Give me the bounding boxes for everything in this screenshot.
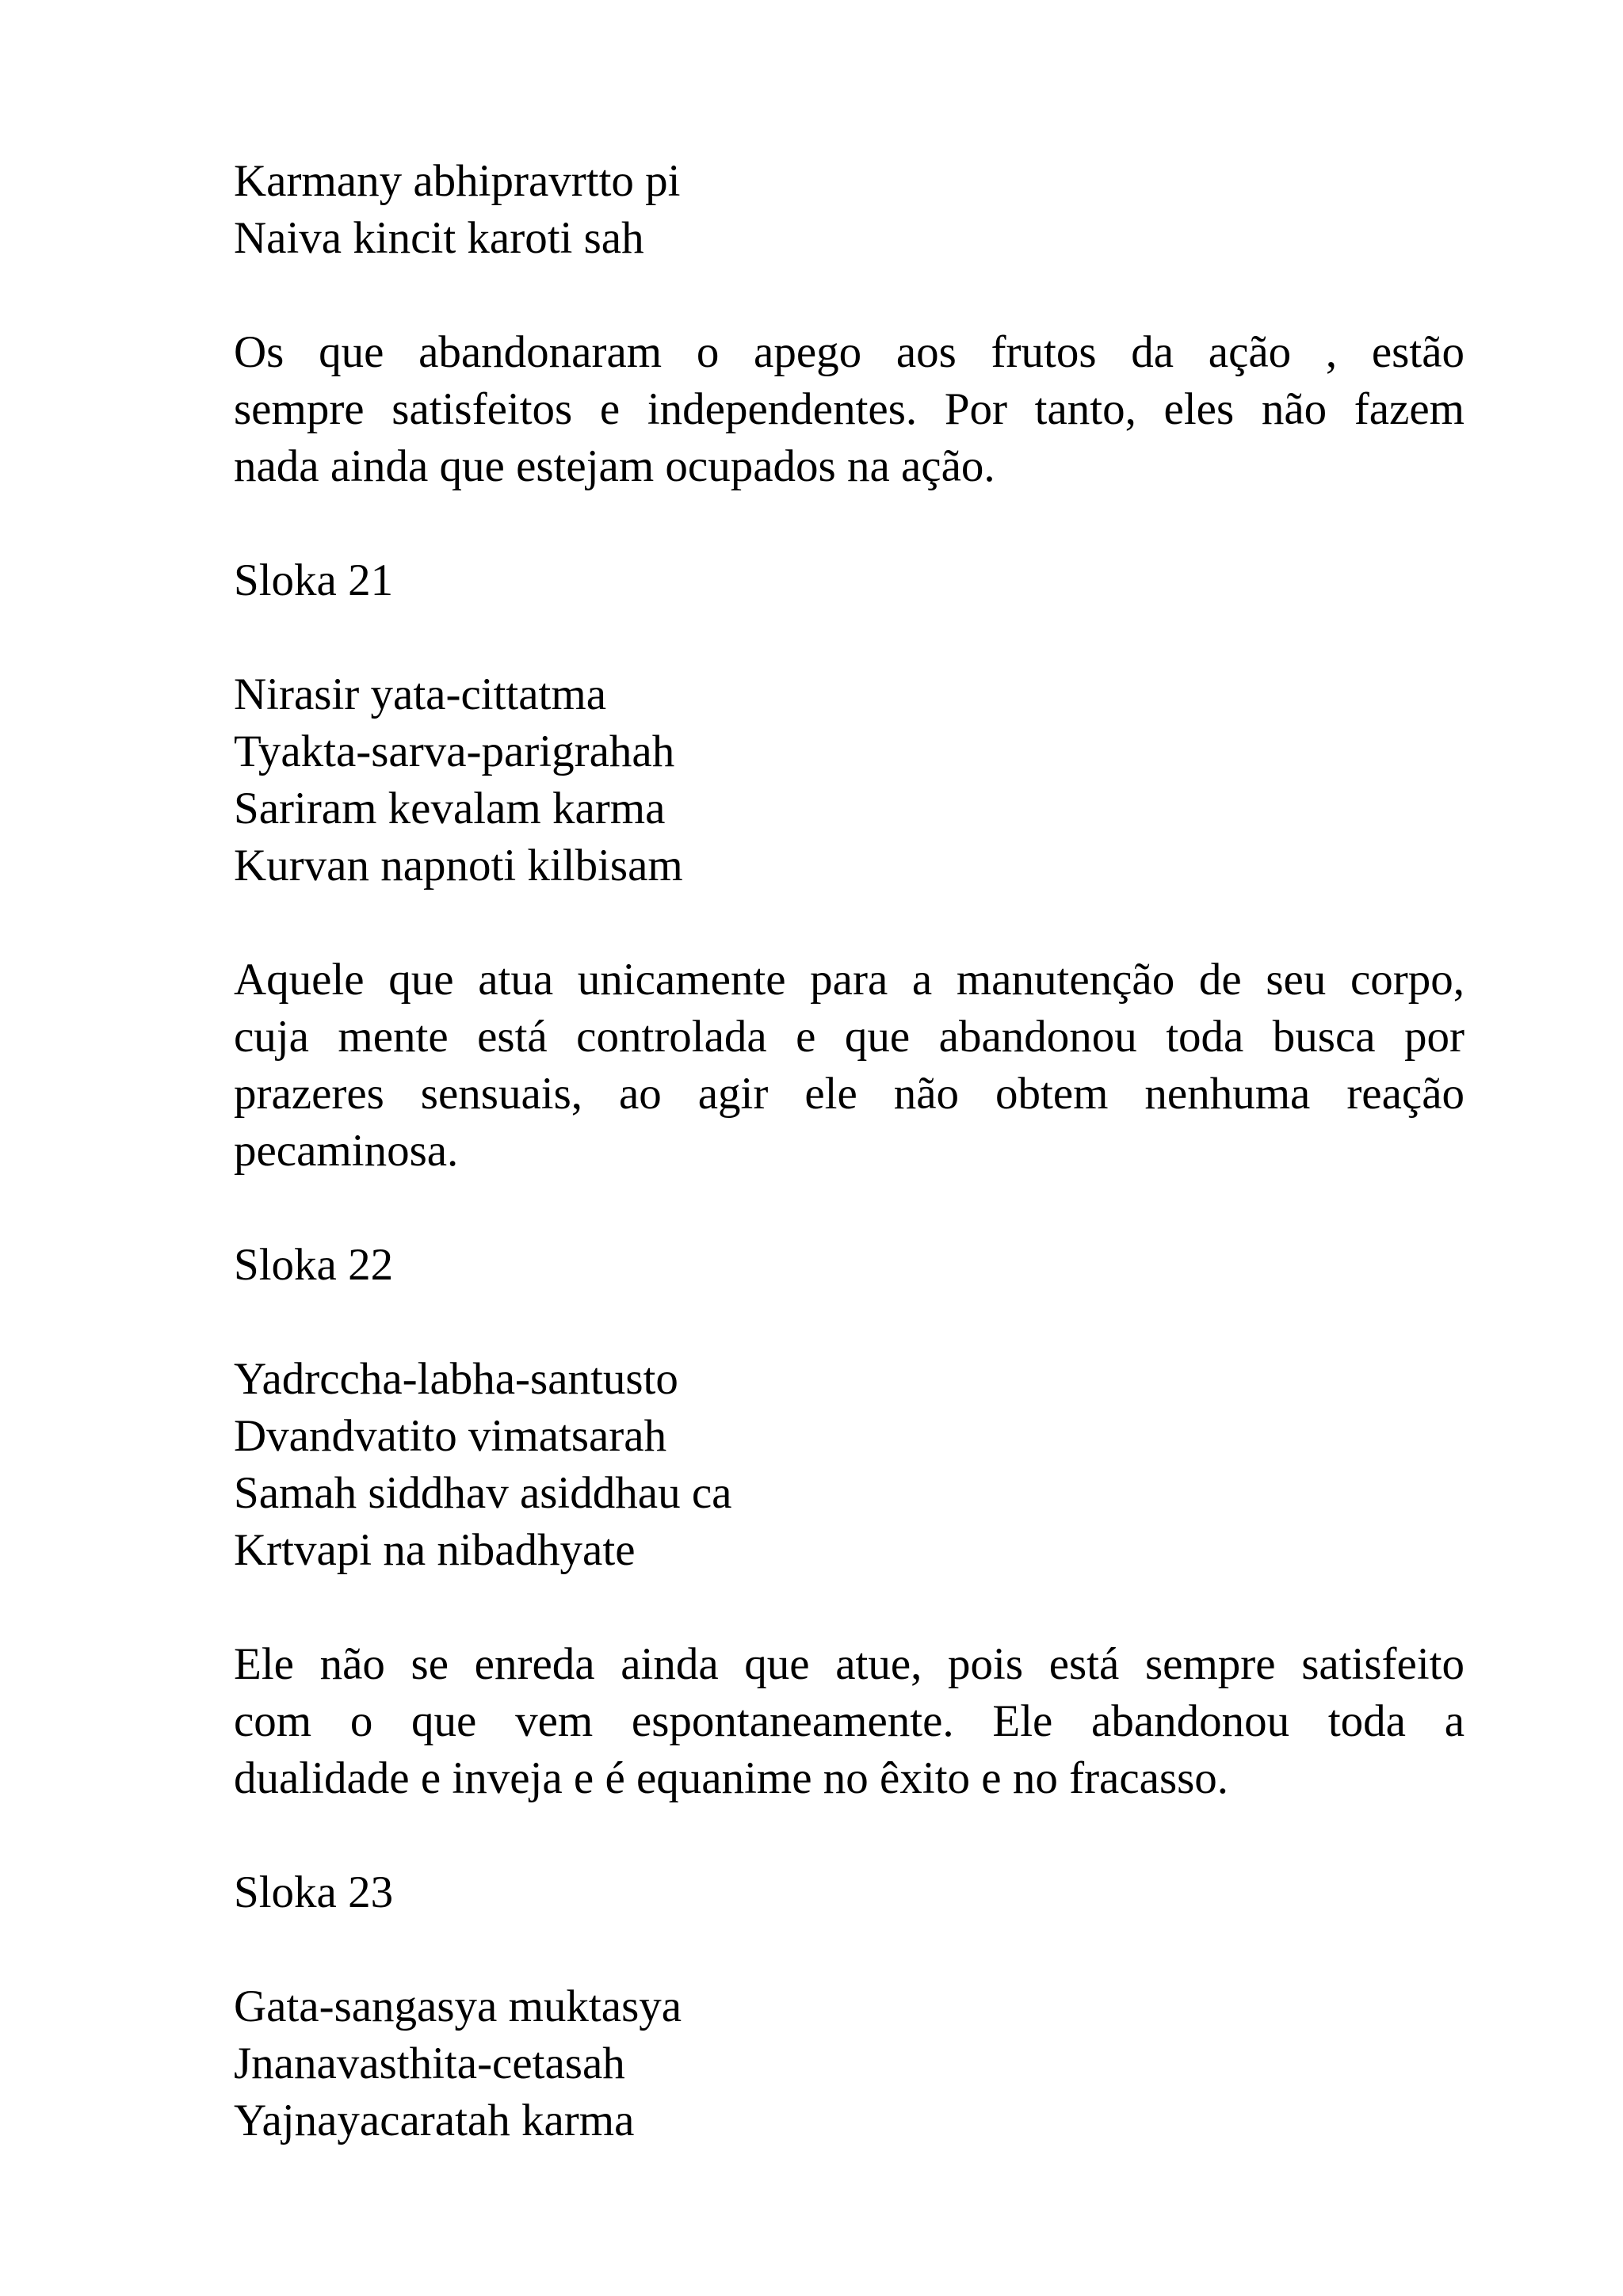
verse-line: Krtvapi na nibadhyate bbox=[234, 1525, 636, 1575]
spacer bbox=[234, 495, 1465, 552]
spacer bbox=[234, 1921, 1465, 1978]
verse-line: Tyakta-sarva-parigrahah bbox=[234, 727, 675, 776]
verse-line: Sariram kevalam karma bbox=[234, 784, 666, 833]
verse-20-tail bbox=[234, 153, 1465, 267]
spacer bbox=[234, 1180, 1465, 1237]
spacer bbox=[234, 1294, 1465, 1351]
verse-line: Jnanavasthita-cetasah bbox=[234, 2039, 625, 2088]
translation-line: pecaminosa. bbox=[234, 1126, 459, 1176]
translation-20 bbox=[234, 324, 1465, 495]
spacer bbox=[234, 267, 1465, 324]
translation-line: dualidade e inveja e é equanime no êxito e no fracasso. bbox=[234, 1753, 1229, 1803]
verse-23 bbox=[234, 1978, 1465, 2149]
verse-21 bbox=[234, 666, 1465, 894]
verse-line: Yadrccha-labha-santusto bbox=[234, 1354, 678, 1404]
sloka-23-heading: Sloka 23 bbox=[234, 1867, 394, 1917]
verse-line: Yajnayacaratah karma bbox=[234, 2096, 635, 2145]
verse-line: Samah siddhav asiddhau ca bbox=[234, 1468, 732, 1518]
spacer bbox=[234, 609, 1465, 666]
translation-line: Aquele que atua unicamente para a manutenção de seu corpo, bbox=[234, 955, 1465, 1005]
spacer bbox=[234, 1579, 1465, 1636]
verse-line: Naiva kincit karoti sah bbox=[234, 213, 644, 263]
translation-line: prazeres sensuais, ao agir ele não obtem nenhuma reação bbox=[234, 1069, 1465, 1119]
translation-line: com o que vem espontaneamente. Ele abandonou toda a bbox=[234, 1696, 1465, 1746]
verse-22 bbox=[234, 1351, 1465, 1579]
translation-line: cuja mente está controlada e que abandonou toda busca por bbox=[234, 1012, 1465, 1062]
sloka-22-heading: Sloka 22 bbox=[234, 1240, 394, 1290]
spacer bbox=[234, 894, 1465, 952]
translation-22 bbox=[234, 1636, 1465, 1807]
translation-line: Ele não se enreda ainda que atue, pois está sempre satisfeito bbox=[234, 1639, 1465, 1689]
verse-line: Karmany abhipravrtto pi bbox=[234, 156, 681, 206]
translation-line: Os que abandonaram o apego aos frutos da ação , estão bbox=[234, 327, 1465, 377]
verse-line: Dvandvatito vimatsarah bbox=[234, 1411, 667, 1461]
verse-line: Kurvan napnoti kilbisam bbox=[234, 841, 683, 891]
translation-line: nada ainda que estejam ocupados na ação. bbox=[234, 441, 995, 491]
translation-line: sempre satisfeitos e independentes. Por tanto, eles não fazem bbox=[234, 384, 1465, 434]
spacer bbox=[234, 1807, 1465, 1864]
verse-line: Gata-sangasya muktasya bbox=[234, 1981, 682, 2031]
verse-line: Nirasir yata-cittatma bbox=[234, 669, 607, 719]
translation-21 bbox=[234, 952, 1465, 1180]
sloka-21-heading: Sloka 21 bbox=[234, 555, 394, 605]
